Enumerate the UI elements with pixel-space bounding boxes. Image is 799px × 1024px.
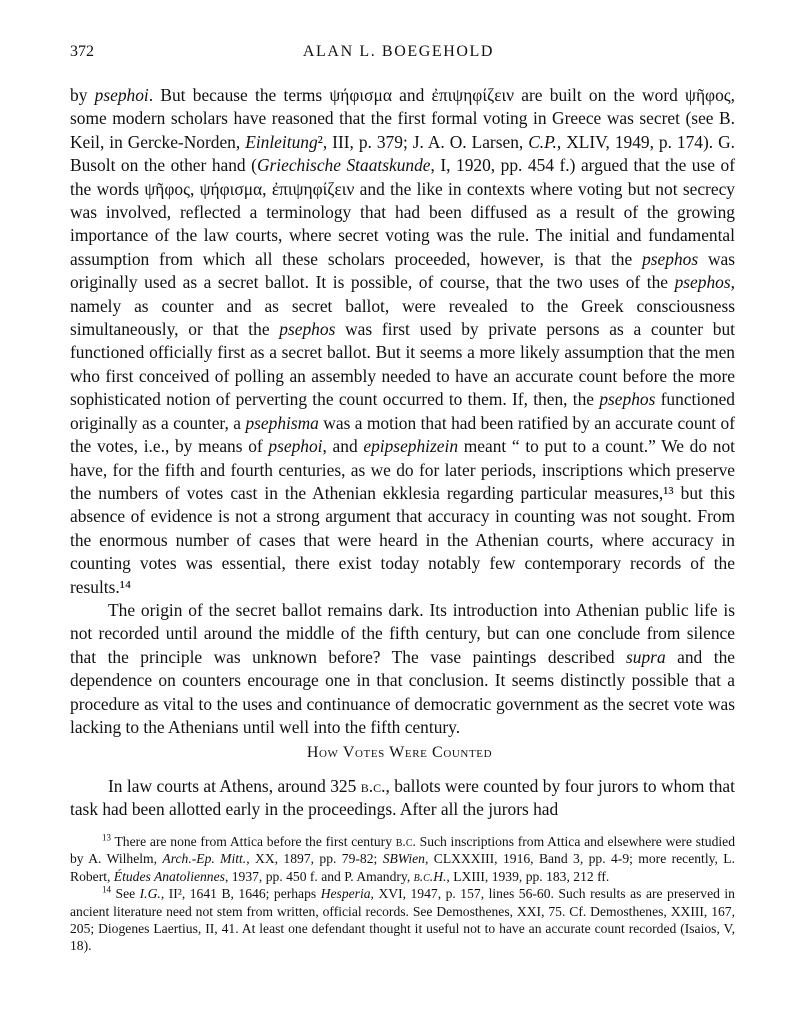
text-line: XXI, 75. Cf. Demosthenes, XXIII, 167, 205; Diogenes Laertius, II, 41. At least one defendant [70,903,736,937]
text-line: 1916, Band 3, pp. 4-9; more recently, L. Robert, Études Anatoliennes, 1937, pp. 450 f. and P. [70,851,736,884]
main-text [70,84,735,739]
text-line: as are preserved in ancient literature need not stem from written, official records. See Demosthenes, [70,886,735,919]
text-line: the fifth century. [344,716,461,737]
text-line: psephos was first used by private persons as a counter but functioned officially first as [70,319,736,363]
paragraph-3 [70,775,735,822]
text-line: were heard in the Athenian courts, where accuracy in counting votes was essential, [70,529,735,574]
footnote-13 [70,833,735,885]
footnotes [70,833,735,955]
footnote-14 [70,885,735,955]
text-line: conclude from silence that the principle was unknown before? The vase paintings [70,623,735,667]
text-line: contexts where voting but not secrecy was involved, reflected a terminology that had [70,178,735,223]
text-line: inscriptions which preserve the numbers of votes cast in the Athenian ekklesia [70,459,735,503]
text-line: originally as a counter, a psephisma was a motion that had been ratified by an accurate [70,412,674,433]
paragraph-1 [70,84,735,599]
text-line: public life is not recorded until around the middle of the fifth century, but can one [70,599,735,644]
text-line: Amandry, b.c.H., LXIII, 1939, pp. 183, 212 ff. [356,868,610,884]
text-line: In law courts at Athens, around 325 b.c., ballots were counted by four jurors to [108,776,657,796]
text-line: (see B. Keil, in Gercke-Norden, Einleitung², III, p. 379; J. A. O. Larsen, C.P., XLIV, [70,108,735,152]
main-text-continued [70,775,735,822]
text-line: notion of perverting the count occurred to them. If, then, the psephos functioned [166,389,736,410]
footnote-marker: 13 [102,832,111,843]
text-line: a secret ballot. But it seems a more likely assumption that the men who first conceived [70,342,735,386]
text-line: See I.G., II², 1641 B, 1646; perhaps Hesperia, XVI, 1947, p. 157, lines 56-60. Such results [115,886,626,902]
section-heading: How Votes Were Counted [306,744,493,761]
footnote-text [70,886,735,953]
text-line: been diffused as a result of the growing importance of the law courts, where secret [70,202,735,246]
text-line: democratic government as the secret vote was lacking to the Athenians until well into [70,693,735,737]
text-line: regarding particular measures,¹³ but this absence of evidence is not a strong argument [70,482,735,527]
text-line: that accuracy in counting was not sought. From the enormous number of cases that [70,506,735,550]
text-line: there exist today notably few contemporary records of the results.¹⁴ [70,553,735,597]
text-line: secret ballot, were revealed to the Greek consciousness simultaneously, or that the [70,295,735,340]
text-line: There are none from Attica before the first century b.c. Such inscriptions from Attica and [114,834,604,849]
text-line: count.” We do not have, for the fifth and fourth centuries, as we do for later periods, [70,436,735,480]
page-header [70,43,727,67]
text-line: count of the votes, i.e., by means of psephoi, and epipsephizein meant “ to put to a [70,412,735,457]
text-line: The origin of the secret ballot remains dark. Its introduction into Athenian [108,599,640,620]
text-line: scholars proceeded, however, is that the psephos was originally used as a secret ballot. [70,248,735,293]
text-line: 1949, p. 174). G. Busolt on the other hand (Griechische Staatskunde, I, 1920, pp. [70,131,735,176]
footnote-text [70,834,735,884]
text-line: whom that task had been allotted early in the proceedings. After all the jurors had [70,776,735,820]
text-line: of polling an assembly needed to have an accurate count before the more sophisticated [70,365,735,410]
text-line: some modern scholars have reasoned that the first formal voting in Greece was secret [70,108,680,129]
paragraph-2 [70,599,735,739]
text-line: voting was the rule. The initial and fundamental assumption from which all these [70,225,735,269]
text-line: described supra and the dependence on counters encourage one in that conclusion. It [70,646,735,691]
page-number: 372 [70,43,94,60]
text-line: seems distinctly possible that a procedure as vital to the uses and continuance of [70,670,735,714]
running-head: ALAN L. BOEGEHOLD [302,43,495,60]
text-line: thought it useful not to have an accurate count recorded (Isaios, V, 18). [70,921,735,954]
footnote-marker: 14 [102,884,111,895]
text-line: elsewhere were studied by A. Wilhelm, Arch.-Ep. Mitt., XX, 1897, pp. 79-82; SBWien, CLXXXIII, [70,834,735,867]
text-line: It is possible, of course, that the two uses of the psephos, namely as counter and as [70,272,735,316]
text-line: by psephoi. But because the terms ψήφισμα and ἐπιψηφίζειν are built on the word ψῆφος, [70,85,735,105]
text-line: 454 f.) argued that the use of the words ψῆφος, ψήφισμα, ἐπιψηφίζειν and the like in [70,155,735,199]
